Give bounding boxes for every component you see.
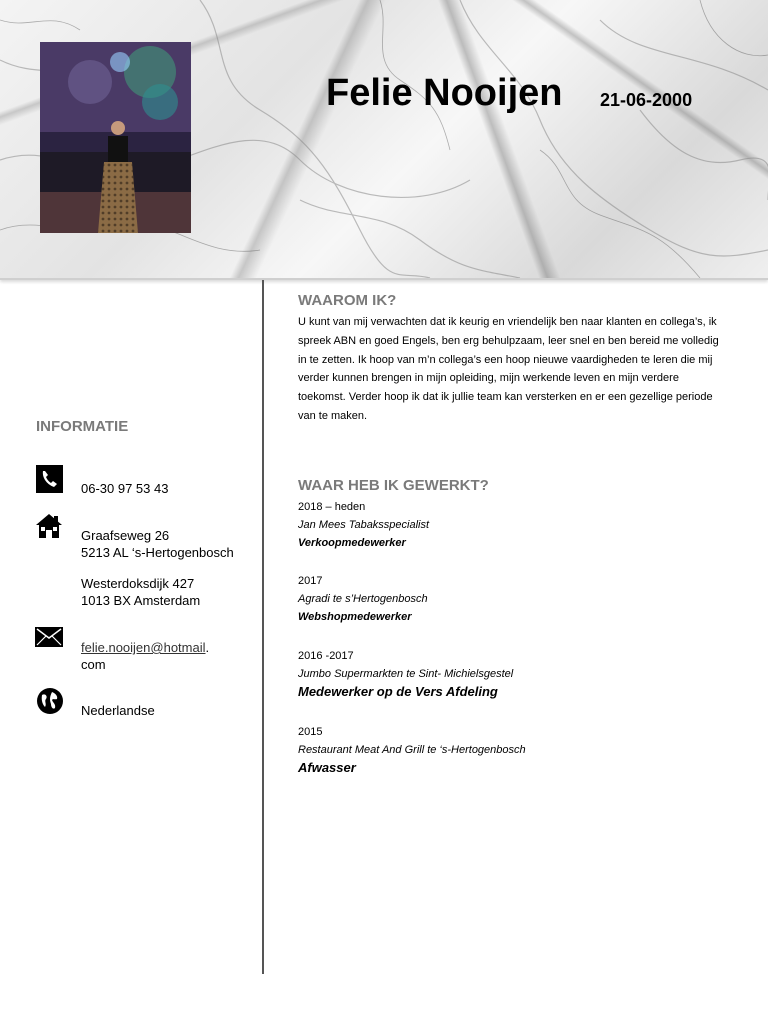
address-2-city: 1013 BX Amsterdam (81, 593, 201, 608)
globe-icon (36, 687, 64, 715)
email-tail: com (81, 657, 106, 672)
birth-date: 21-06-2000 (600, 90, 693, 110)
job-role: Webshopmedewerker (298, 611, 412, 623)
job-role: Verkoopmedewerker (298, 537, 406, 549)
address-1-street: Graafseweg 26 (81, 528, 170, 543)
job-role: Afwasser (298, 760, 356, 775)
email-dot: . (205, 640, 210, 655)
experience-heading: WAAR HEB IK GEWERKT? (298, 477, 489, 494)
profile-photo (40, 42, 191, 233)
address-2 (81, 575, 200, 609)
address-1 (81, 527, 234, 561)
nationality: Nederlandse (81, 703, 155, 718)
job-entry (298, 723, 738, 777)
full-name: Felie Nooijen (326, 72, 563, 114)
job-period: 2018 – heden (298, 501, 366, 513)
address-2-street: Westerdoksdijk 427 (81, 576, 195, 591)
job-entry (298, 498, 738, 552)
about-text: U kunt van mij verwachten dat ik keurig en vriendelijk ben naar klanten en collega’s, ik spreek ABN en goed Engels, ben erg behulpzaam, leer snel en ben bereid me volledig in te zetten. Ik hoop van m’n collega’s een hoop nieuwe vaardigheden te leren die mij verder kunnen brengen in mijn opleiding, mijn werkende leven en mijn verdere toekomst. Verder hoop ik dat ik jullie team kan versterken en er een gezellige periode van te maken. (298, 316, 719, 422)
job-period: 2016 -2017 (298, 650, 354, 662)
job-company: Jumbo Supermarkten te Sint- Michielsgestel (298, 668, 514, 680)
phone-icon (36, 465, 64, 493)
job-company: Agradi te s’Hertogenbosch (298, 593, 428, 605)
header-banner (0, 0, 768, 280)
home-icon (35, 513, 63, 541)
job-period: 2017 (298, 575, 323, 587)
info-heading: INFORMATIE (36, 418, 129, 435)
job-company: Restaurant Meat And Grill te ‘s-Hertogenbosch (298, 744, 526, 756)
email-link[interactable]: felie.nooijen@hotmail (81, 640, 206, 655)
mail-icon (35, 627, 63, 655)
address-1-city: 5213 AL ‘s-Hertogenbosch (81, 545, 234, 560)
job-entry (298, 572, 738, 626)
about-heading: WAAROM IK? (298, 292, 397, 309)
job-entry (298, 647, 738, 701)
job-role: Medewerker op de Vers Afdeling (298, 684, 498, 699)
job-period: 2015 (298, 726, 323, 738)
phone-number: 06-30 97 53 43 (81, 481, 169, 496)
column-divider (262, 280, 264, 974)
job-company: Jan Mees Tabaksspecialist (298, 519, 430, 531)
email (81, 639, 209, 673)
